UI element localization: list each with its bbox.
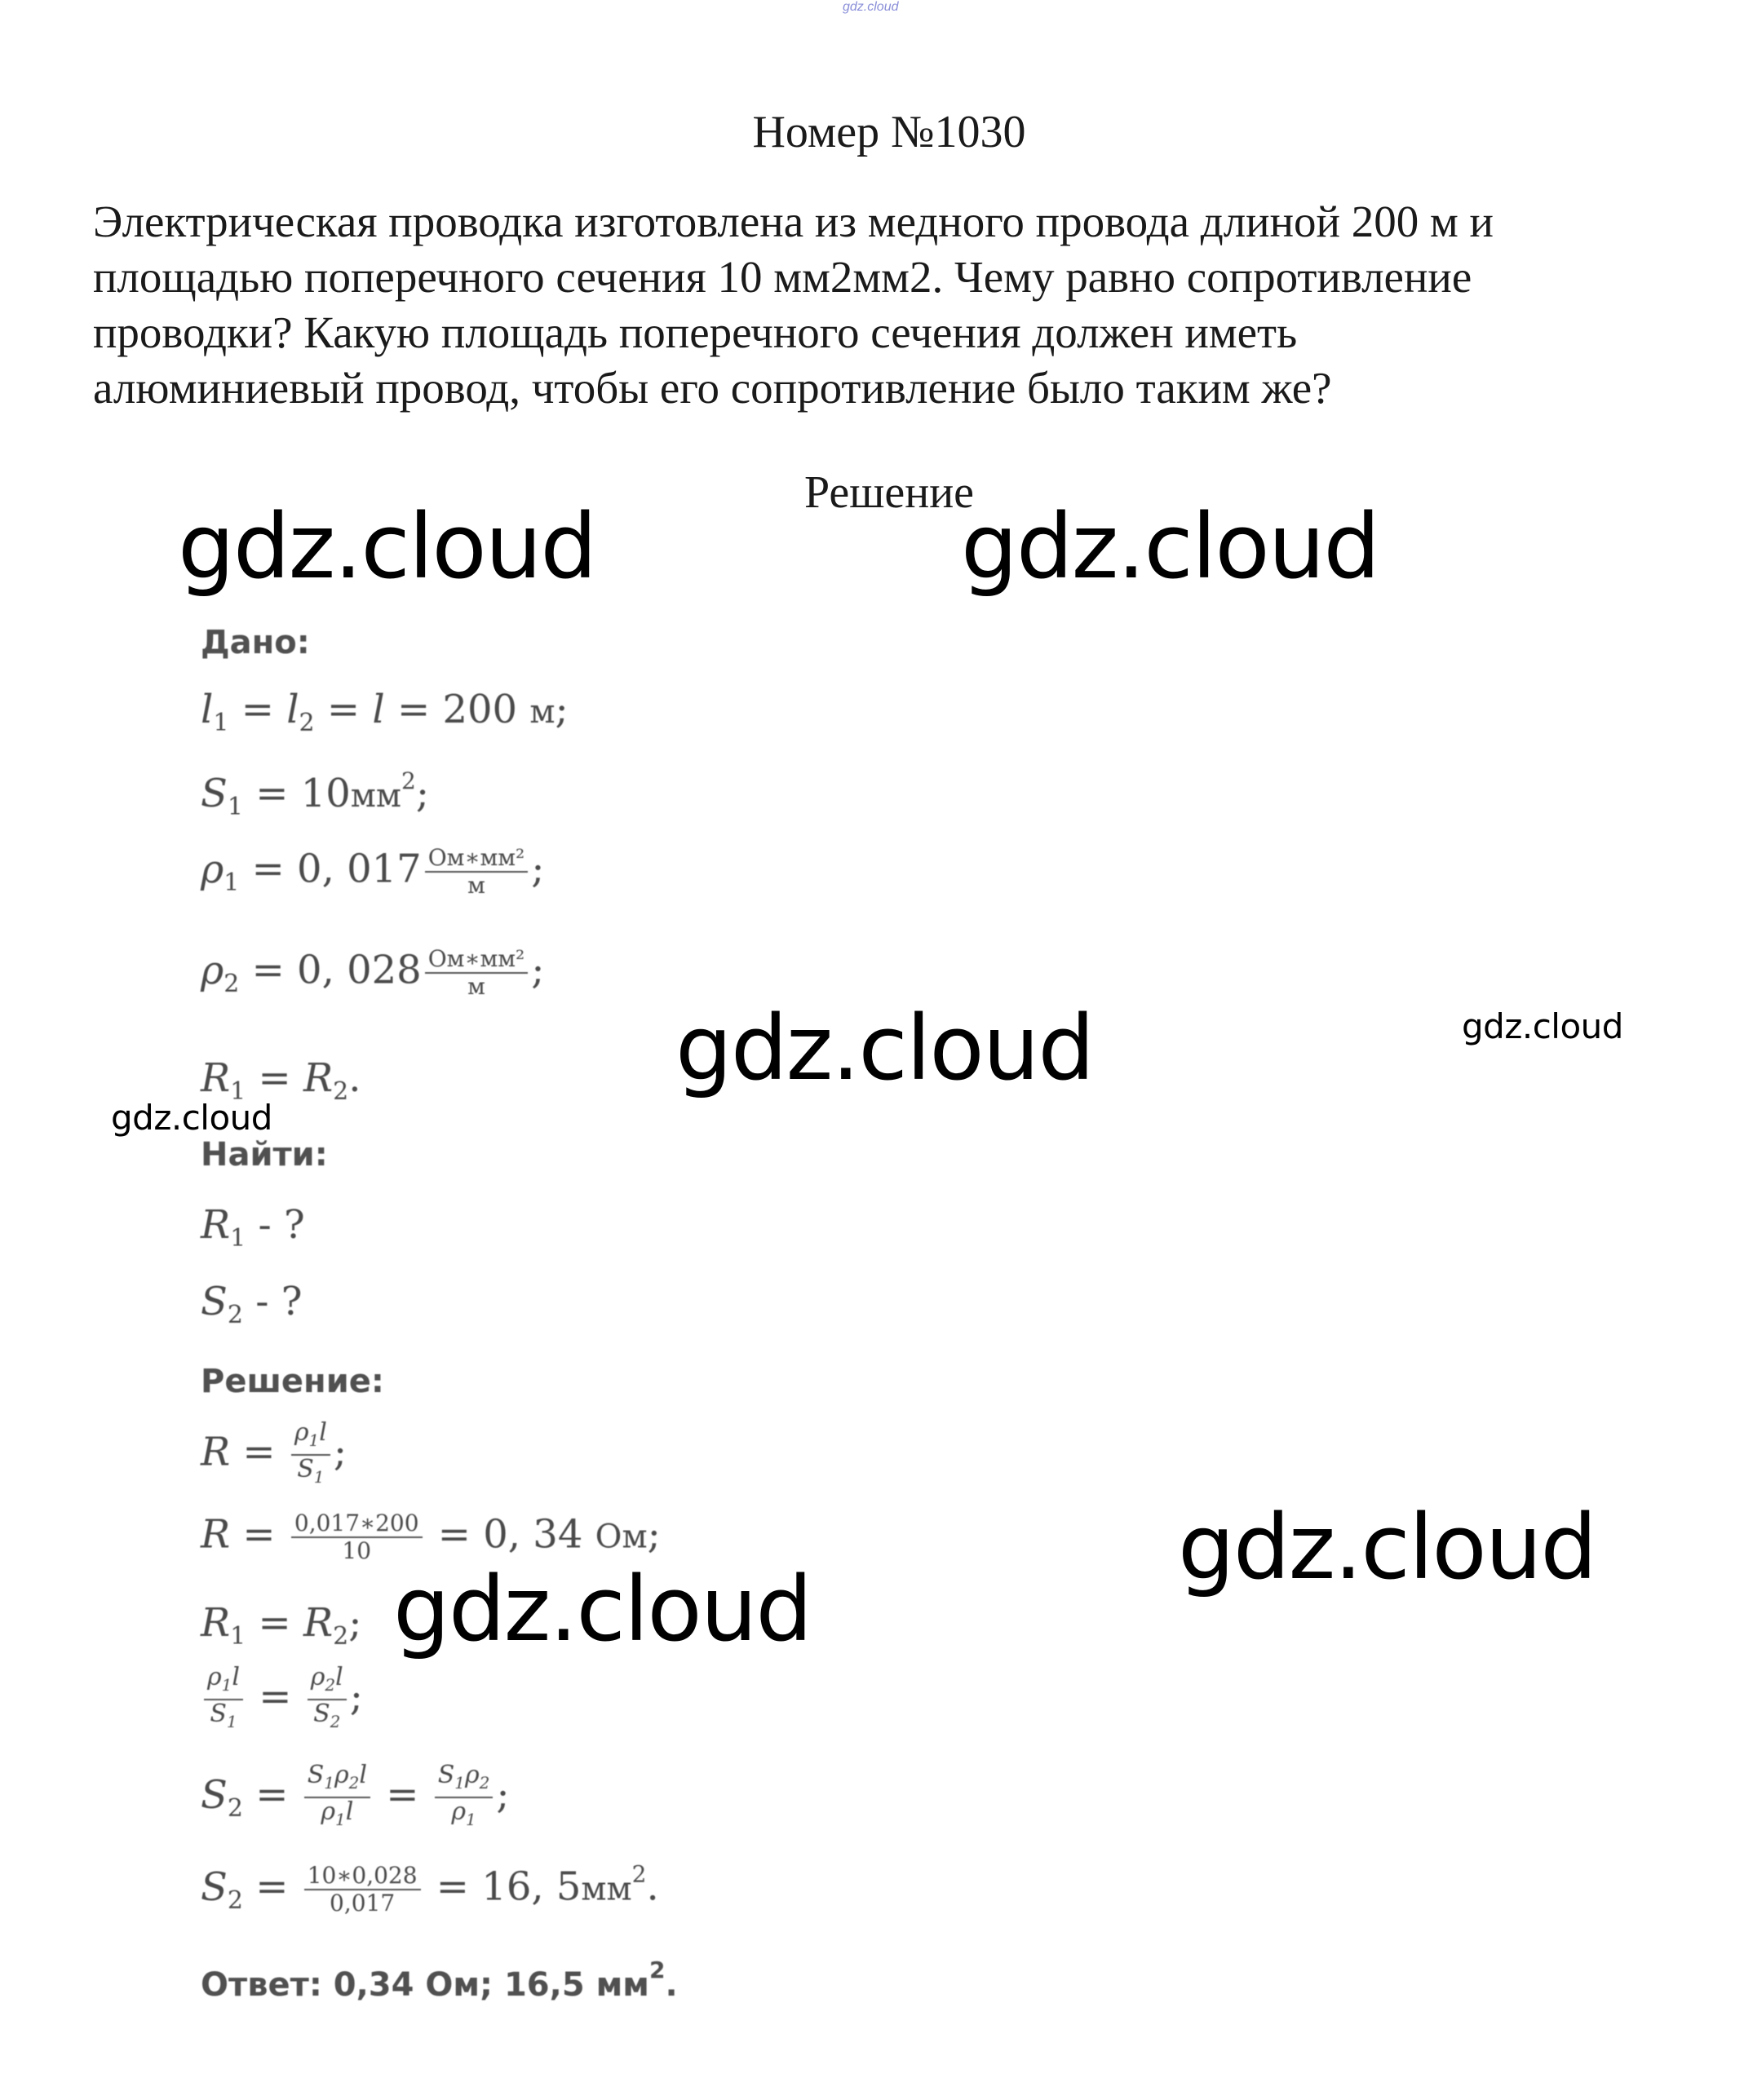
problem-line: проводки? Какую площадь поперечного сечения должен иметь [93,307,1298,357]
problem-line: Электрическая проводка изготовлена из медного провода длиной 200 м и [93,197,1494,246]
watermark: gdz.cloud [178,494,596,599]
solution-heading: Решение [803,467,975,518]
solution-label: Решение: [201,1363,384,1400]
problem-line: площадью поперечного сечения 10 мм2мм2. Чему равно сопротивление [93,252,1472,302]
s2-numerator: 10∗0,028 [304,1863,421,1890]
rho-unit-denominator: м [467,872,485,899]
ratio-equation: $\frac{\rho_1l}{S_1}$ = $\frac{\rho_2l}{S_2}$ ; [201,1664,363,1735]
page-title: Номер №1030 [752,107,1026,157]
s2-result: 16, 5 [481,1863,582,1910]
s1-value: 10 [300,771,351,816]
problem-statement [93,194,1692,416]
watermark: gdz.cloud [961,494,1379,599]
rho-unit-denominator: м [467,973,485,1000]
rho-unit-numerator: Ом∗мм² [425,946,529,974]
formula-r: R = $\frac{\rho_1l}{S_1}$ ; [201,1418,347,1487]
r-unit: Ом [595,1518,648,1556]
watermark: gdz.cloud [393,1557,812,1661]
watermark: gdz.cloud [1178,1495,1596,1599]
given-s1: $S_1 = 10мм^2$; [201,767,430,821]
find-r1: $R_1$ - ? [201,1202,305,1253]
top-watermark: gdz.cloud [843,0,899,14]
find-s2: $S_2$ - ? [201,1279,303,1329]
given-length: $l_1 = l_2 = l = 200$ м; [201,687,569,737]
given-r-equal: $R_1 = R_2$. [201,1055,361,1106]
s1-unit: мм [350,777,402,815]
length-unit: м [529,693,556,731]
rho1-value: 0, 017 [297,846,422,892]
find-label: Найти: [201,1136,328,1174]
watermark: gdz.cloud [111,1098,272,1138]
s2-denominator: 0,017 [330,1890,396,1917]
rho-unit-numerator: Ом∗мм² [425,845,529,873]
watermark: gdz.cloud [675,996,1094,1100]
answer-line: Ответ: 0,34 Ом; 16,5 $мм^2$. [201,1956,678,2004]
length-value: 200 [442,687,518,732]
formula-s2: $S_2$ = $\frac{S_1\rho_2l}{\rho_1l}$ = $\frac{S_1\rho_2}{\rho_1}$ ; [201,1761,510,1829]
calc-s2: $S_2$ = $\frac{10∗0,028}{0,017}$ = 16, $5мм^2$. [201,1860,659,1917]
calc-r: R = $\frac{0,017∗200}{10}$ = 0, 34 Ом; [201,1510,661,1564]
rho2-value: 0, 028 [297,947,422,993]
problem-line: алюминиевый провод, чтобы его сопротивление было таким же? [93,363,1332,413]
r-equal: $R_1 = R_2$; [201,1600,362,1651]
given-rho1: $\rho_1 = 0$, 017 $\frac{\text{Ом∗мм²}}{м}$ ; [201,844,545,899]
given-rho2: $\rho_2 = 0$, 028 $\frac{\text{Ом∗мм²}}{м}$ ; [201,945,545,1000]
given-label: Дано: [201,624,310,661]
s2-unit: мм [581,1870,632,1908]
r-numerator: 0,017∗200 [291,1510,423,1538]
r-denominator: 10 [342,1537,372,1564]
watermark: gdz.cloud [1462,1006,1623,1046]
r-result: 0, 34 [483,1511,583,1558]
